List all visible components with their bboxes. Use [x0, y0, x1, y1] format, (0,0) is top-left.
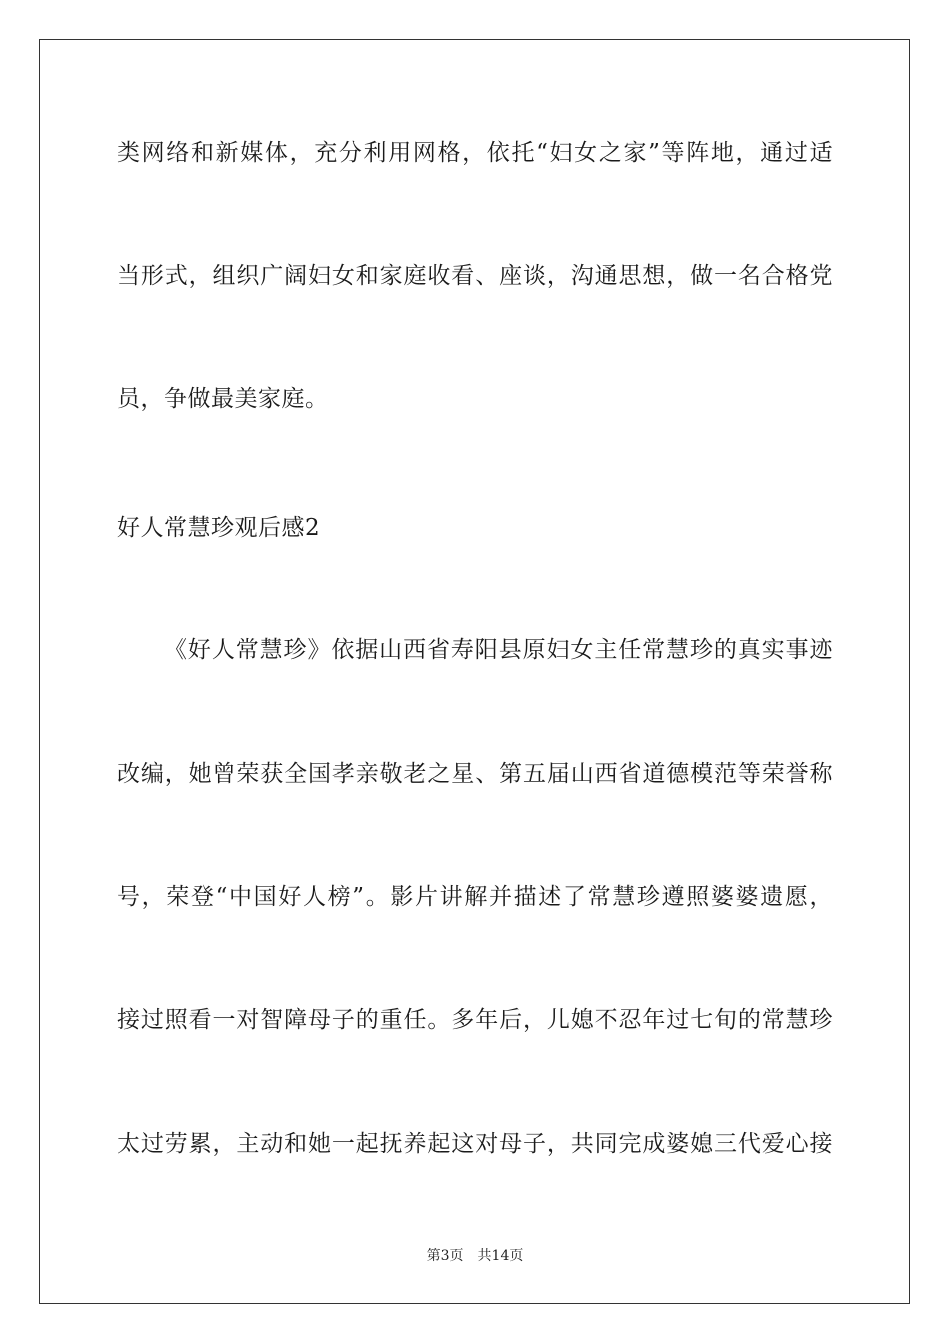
body-line-2: 当形式，组织广阔妇女和家庭收看、座谈，沟通思想，做一名合格党	[117, 263, 833, 289]
body-line-3: 员，争做最美家庭。	[117, 386, 329, 412]
page-footer	[0, 1247, 950, 1265]
body-line-8: 接过照看一对智障母子的重任。多年后，儿媳不忍年过七旬的常慧珍	[117, 1007, 833, 1033]
section-heading: 好人常慧珍观后感2	[117, 515, 321, 541]
body-line-6: 改编，她曾荣获全国孝亲敬老之星、第五届山西省道德模范等荣誉称	[117, 761, 833, 787]
body-line-9: 太过劳累，主动和她一起抚养起这对母子，共同完成婆媳三代爱心接	[117, 1131, 833, 1157]
body-line-1: 类网络和新媒体，充分利用网格，依托“妇女之家”等阵地，通过适	[117, 140, 833, 166]
current-page-number: 第3页	[426, 1248, 464, 1264]
body-line-7: 号，荣登“中国好人榜”。影片讲解并描述了常慧珍遵照婆婆遗愿，	[117, 884, 833, 910]
total-page-count: 共14页	[477, 1248, 524, 1264]
page-border	[39, 39, 910, 1304]
body-line-5: 《好人常慧珍》依据山西省寿阳县原妇女主任常慧珍的真实事迹	[164, 637, 833, 663]
